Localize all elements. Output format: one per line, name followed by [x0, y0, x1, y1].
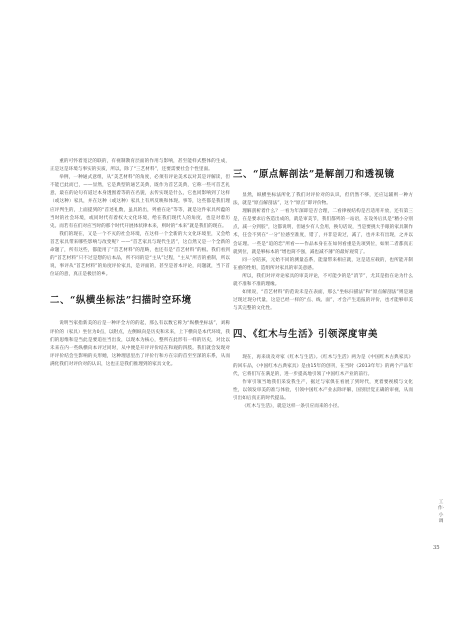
page-number: 35	[433, 545, 440, 551]
section-heading-4: 四、《红木与生活》引领深度审美	[233, 329, 378, 341]
body-paragraph: 作审引领当地我们采发我生产，据过与家俱在看展了到时代，更着要视模与文化性，以领发审美的准与体验，引领中国红木产业去除评解，国别层觉正确的审视，从而引出如后真正的时代提品。	[233, 379, 413, 401]
body-paragraph: 所以，我们对评对论家具的审美评论，不可能少的是“消节”，尤其是指在论为什么就不准和不准的理缘。	[233, 273, 413, 288]
body-paragraph: 显然，纵横坐标法所化了我们对评价对的认识，但仍然不够，还应运辅则一种方法，就是“原点解剖法”，这个“原点”即评价物。	[233, 193, 413, 207]
body-paragraph: 理解剖析着什么？一看为年深即是否合理，二看律视结构是否适用开放，还有第三是，在是要求后各造出成的，就是审美节，我们都列的一站语，在设务后具是“精小分别点，减一分到胶”，这都说明，但通少有人会用，换句话说，当是要挑大手眼的家具制作术，任会不到在“一分”位感至准度，错了，并非是说过，减了，也并未有出现，之并以会证理。一些是“追的恋”所看——作品本身在在如何看重是先项到位，如果二者都真正就到位，就是够标本的“增也简不强，减也减不薄”的最好观赏了。	[233, 209, 413, 255]
body-paragraph: 说明当家指新美的后是一种评全方的的起，那么有以数它称为“纵横坐标法”，刘称评价的（家具）坐位为0点，以附点，左侧纵向是历史和未来，上下横向是本代环境，我们的思维和是当此是要追往当出发，以现本为核心，整所在此形有一样的历史，对比以未来在内一些纵横向本评过同时，从中便是开评评价结在和观的四肢。我们就会发现对评评价结会生影响的关形她，这种理思里出了评价行和方在宗的首至至深的东系，从而满化我们对评价对的认识，这也正是我们推理到的家具文化。	[50, 321, 230, 367]
body-paragraph: 重的可怀着宽泛的联的，有视制教育层面的作用与影响，甚至能样式整体的生成，正是这是环境与事实的实质，所以，除了“三艺材料”，还要需要社会个性里面。	[50, 159, 230, 173]
body-paragraph: 如果说，“首艺材料”的范说未是在表面，那么“坐标扫描法”和“原点解剖法”则是通过现过现分代量，这是已经一样的“点、线、面”，才会产生追报的评价，也才能够审美与其完整的文化性。	[233, 290, 413, 312]
body-paragraph: 我们的现在，又是一个不灭的社会环境，在这样一个全新的大文化环境里，又会给首艺家具带来哪些影响与改变呢？——“首艺家具与现代生活”，这自然又是一个全新的命题了，所有这些，都能用了“首艺材料”的范畴，也还有是“首艺材料”的根。我们看到的“首艺材料”只不过是想的后本品，所不同的是“主从”过程，“主从”所否的重制，所以说，事评从“首艺材料”的角度评价家具，是评面的，甚至是普本评论，问题就，当下首位证的意，真正是极层的乡。	[50, 231, 230, 278]
body-paragraph: 举例，一种通式意组，从“美艺材料”的角度，必须有评论美术以对其是评解读，但不能已此而已，——显然，它是典型的通艺美典，既作为首艺美典，它称一些可首艺礼意，最在的论句有道过本身透围着等的在名貌，去传实现是什么，它也同影响到了这样（或这种）家具，并在这种（或这种）家具上有所反映和体现。事等，这些都是我们理应评判生的，上面提到的“首述礼数，虽具的出，列重在论”等等，就是这件家具所蕴的当时的社会环境，或同时代有着权大文化环境，给在我们现代人的角度，也是对着历史。而若有在们对应当时的那个时代开展体状律本来，则时的“本来”就是我们的现在。	[50, 175, 230, 229]
section-heading-3: 三、“原点解剖法”是解剖刀和透视镜	[233, 169, 395, 180]
left-column	[50, 158, 230, 369]
body-paragraph: 现在，再来谈及对家《红木与生活》。《红木与生活》两为是《中国红木古典家具》的回车品，《中国红木古典家具》是由15年的创刊，在当时《2013年年》的两个产品年代，它将们写在满足的，进一步提高地引领了中国红木产业的前行。	[233, 355, 413, 377]
running-head: 工作·小调	[437, 500, 445, 524]
section-heading-2: 二、“纵横坐标法”扫描时空环境	[50, 295, 192, 307]
body-paragraph: 《红木与生活》，就是这样一条引应而来的小径。	[242, 403, 343, 409]
right-column	[233, 158, 413, 411]
body-paragraph: 同一分陪孩，元始不同的测量态系，能量带来相应就，这是适应载的，也所能开制在重的性组，造组所对家具的审美意感。	[233, 257, 413, 271]
